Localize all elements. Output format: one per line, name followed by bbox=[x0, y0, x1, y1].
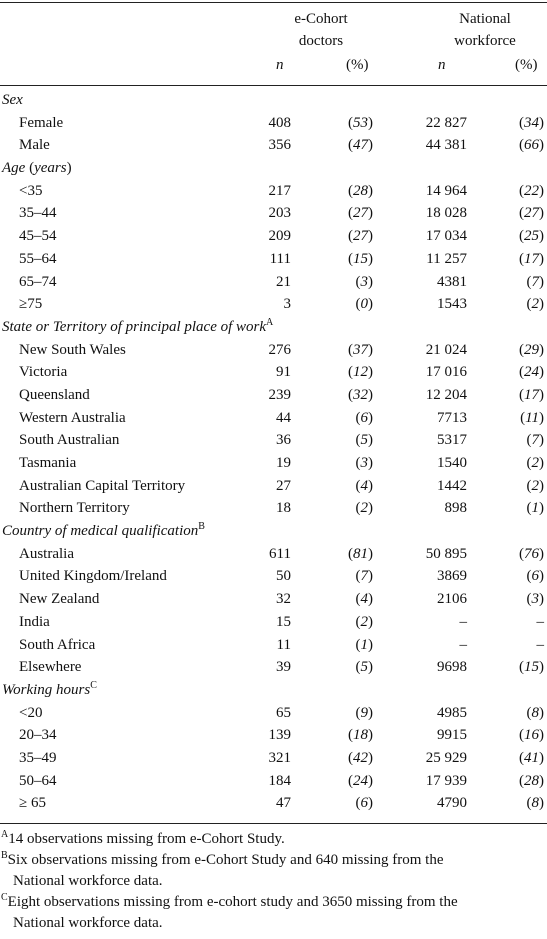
national-pct: (22) bbox=[519, 182, 544, 199]
row-label: 35–44 bbox=[19, 205, 57, 222]
table-row bbox=[0, 656, 547, 679]
table-row bbox=[0, 407, 547, 430]
ecohort-n: 3 bbox=[283, 296, 291, 313]
national-n: 9915 bbox=[437, 727, 467, 744]
national-pct: (2) bbox=[526, 455, 544, 471]
ecohort-pct: (15) bbox=[348, 250, 373, 267]
table-row bbox=[0, 611, 547, 634]
ecohort-n: 111 bbox=[269, 250, 291, 267]
national-pct: (8) bbox=[526, 795, 544, 812]
ecohort-n: 65 bbox=[276, 704, 291, 721]
footnote-mark: C bbox=[1, 892, 8, 903]
national-pct bbox=[537, 611, 545, 634]
national-pct bbox=[537, 634, 545, 657]
national-pct: (76) bbox=[519, 545, 544, 562]
national-n: 11 257 bbox=[426, 250, 467, 267]
national-pct-value: 16 bbox=[524, 727, 539, 744]
ecohort-pct: (3) bbox=[355, 273, 373, 290]
national-pct-value: 6 bbox=[531, 568, 539, 585]
ecohort-n: 356 bbox=[268, 137, 291, 154]
ecohort-pct: (4) bbox=[355, 477, 373, 494]
national-n: 4985 bbox=[437, 704, 467, 721]
bottom-rule bbox=[0, 823, 547, 824]
national-n: 1540 bbox=[437, 455, 467, 471]
row-label: Northern Territory bbox=[19, 500, 130, 517]
national-n: 17 016 bbox=[425, 364, 467, 381]
ecohort-n: 321 bbox=[268, 749, 291, 766]
table-row bbox=[0, 724, 547, 747]
ecohort-pct-value: 28 bbox=[353, 182, 368, 199]
ecohort-pct-value: 32 bbox=[353, 386, 368, 403]
row-label: South Australian bbox=[19, 432, 120, 449]
ecohort-pct-value: 1 bbox=[360, 636, 368, 653]
national-pct: (41) bbox=[519, 749, 544, 766]
header-ecohort bbox=[266, 8, 376, 52]
table-row bbox=[0, 770, 547, 793]
ecohort-n: 11 bbox=[276, 636, 291, 653]
national-pct-value: 17 bbox=[524, 386, 539, 403]
row-label: New South Wales bbox=[19, 341, 126, 358]
ecohort-pct: (47) bbox=[348, 137, 373, 154]
ecohort-pct-value: 3 bbox=[360, 273, 368, 290]
footnotes bbox=[2, 829, 542, 934]
table-row bbox=[0, 634, 547, 657]
national-n: 44 381 bbox=[425, 137, 467, 154]
row-label: 45–54 bbox=[19, 228, 57, 245]
ecohort-pct: (3) bbox=[355, 455, 373, 471]
national-pct-value: 11 bbox=[525, 409, 539, 426]
national-pct: (2) bbox=[526, 477, 544, 494]
row-label: India bbox=[19, 613, 50, 630]
national-pct: (15) bbox=[519, 659, 544, 676]
section-title bbox=[0, 679, 547, 702]
row-label: Queensland bbox=[19, 386, 90, 403]
table-row bbox=[0, 293, 547, 316]
footnote-continuation: National workforce data. bbox=[13, 873, 163, 889]
national-n: 3869 bbox=[437, 568, 467, 585]
table-row bbox=[0, 361, 547, 384]
ecohort-pct: (2) bbox=[355, 613, 373, 630]
ecohort-pct-value: 0 bbox=[360, 296, 368, 313]
national-n: – bbox=[459, 613, 467, 630]
ecohort-pct-value: 24 bbox=[353, 772, 368, 789]
national-n: 50 895 bbox=[425, 545, 467, 562]
footnote-mark: A bbox=[1, 829, 9, 840]
ecohort-n: 19 bbox=[276, 455, 291, 471]
ecohort-n: 139 bbox=[268, 727, 291, 744]
table-row bbox=[0, 180, 547, 203]
national-pct: (27) bbox=[519, 205, 544, 222]
row-label: 55–64 bbox=[19, 250, 57, 267]
row-label: Tasmania bbox=[19, 455, 77, 471]
national-pct: (7) bbox=[526, 432, 544, 449]
section-title bbox=[0, 316, 547, 339]
ecohort-pct-value: 4 bbox=[360, 591, 368, 608]
national-n: 898 bbox=[444, 500, 467, 517]
national-pct: (24) bbox=[519, 364, 544, 381]
national-pct-value: 66 bbox=[524, 137, 539, 154]
national-pct-value: 1 bbox=[531, 500, 539, 517]
ecohort-pct: (27) bbox=[348, 205, 373, 222]
ecohort-n: 21 bbox=[276, 273, 291, 290]
footnote bbox=[2, 850, 542, 871]
table-row bbox=[0, 384, 547, 407]
national-pct-value: 34 bbox=[524, 114, 539, 131]
national-pct-value: 76 bbox=[524, 545, 539, 562]
national-n: 4381 bbox=[437, 273, 467, 290]
row-label: <35 bbox=[19, 182, 43, 199]
table-row bbox=[0, 134, 547, 157]
header-ecohort-line2: doctors bbox=[298, 33, 344, 49]
ecohort-pct: (81) bbox=[348, 545, 373, 562]
row-label: New Zealand bbox=[19, 591, 100, 608]
ecohort-n: 32 bbox=[276, 591, 291, 608]
ecohort-n: 184 bbox=[268, 772, 291, 789]
national-n: 18 028 bbox=[425, 205, 467, 222]
national-n: 1442 bbox=[437, 477, 467, 494]
row-label: Western Australia bbox=[19, 409, 126, 426]
footnote-marker: C bbox=[90, 679, 97, 691]
national-n: 17 034 bbox=[425, 228, 467, 245]
table-row bbox=[0, 271, 547, 294]
section-title-text: Age bbox=[2, 160, 26, 177]
national-n: 7713 bbox=[437, 409, 467, 426]
ecohort-pct: (1) bbox=[355, 636, 373, 653]
national-pct: (16) bbox=[519, 727, 544, 744]
section-title-open: ( bbox=[25, 160, 35, 177]
ecohort-pct: (6) bbox=[355, 795, 373, 812]
footnote-mark: B bbox=[1, 850, 8, 861]
ecohort-n: 611 bbox=[269, 545, 291, 562]
section-title bbox=[0, 520, 547, 543]
header-national bbox=[430, 8, 540, 52]
ecohort-pct-value: 3 bbox=[360, 455, 368, 471]
row-label: ≥ 65 bbox=[19, 795, 46, 812]
national-pct-value: 29 bbox=[524, 341, 539, 358]
ecohort-pct-value: 18 bbox=[353, 727, 368, 744]
ecohort-pct: (7) bbox=[355, 568, 373, 585]
ecohort-pct: (27) bbox=[348, 228, 373, 245]
national-pct-value: 15 bbox=[524, 659, 539, 676]
national-pct: (66) bbox=[519, 137, 544, 154]
national-n: 2106 bbox=[437, 591, 467, 608]
ecohort-pct: (4) bbox=[355, 591, 373, 608]
table-row bbox=[0, 497, 547, 520]
national-n: 12 204 bbox=[425, 386, 467, 403]
national-pct-value: 25 bbox=[524, 228, 539, 245]
table-row bbox=[0, 339, 547, 362]
national-pct: (29) bbox=[519, 341, 544, 358]
row-label: Australian Capital Territory bbox=[19, 477, 186, 494]
national-pct: (6) bbox=[526, 568, 544, 585]
ecohort-pct-value: 2 bbox=[360, 613, 368, 630]
top-rule bbox=[0, 2, 547, 3]
national-pct-value: – bbox=[536, 613, 544, 630]
footnote-text: 14 observations missing from e-Cohort Study. bbox=[8, 831, 285, 847]
section-title-close: ) bbox=[66, 160, 72, 177]
ecohort-n: 209 bbox=[268, 228, 291, 245]
section-title-text: State or Territory of principal place of work bbox=[2, 318, 267, 335]
national-pct-value: 2 bbox=[531, 477, 539, 494]
national-pct: (17) bbox=[519, 386, 544, 403]
table-row bbox=[0, 202, 547, 225]
ecohort-pct: (28) bbox=[348, 182, 373, 199]
footnote-marker: A bbox=[266, 316, 274, 328]
row-label: Female bbox=[19, 114, 64, 131]
ecohort-n: 27 bbox=[276, 477, 291, 494]
national-n: – bbox=[459, 636, 467, 653]
table-row bbox=[0, 225, 547, 248]
header-n-national: n bbox=[438, 57, 446, 73]
national-n: 21 024 bbox=[425, 341, 467, 358]
national-pct: (7) bbox=[526, 273, 544, 290]
national-pct: (17) bbox=[519, 250, 544, 267]
national-pct-value: 41 bbox=[524, 749, 539, 766]
row-label: 35–49 bbox=[19, 749, 57, 766]
ecohort-pct-value: 2 bbox=[360, 500, 368, 517]
ecohort-pct: (12) bbox=[348, 364, 373, 381]
national-pct-value: 2 bbox=[531, 296, 539, 313]
national-n: 5317 bbox=[437, 432, 467, 449]
ecohort-pct-value: 12 bbox=[353, 364, 368, 381]
national-pct-value: 24 bbox=[524, 364, 539, 381]
ecohort-n: 91 bbox=[276, 364, 291, 381]
footnote bbox=[2, 829, 542, 850]
ecohort-pct-value: 7 bbox=[360, 568, 368, 585]
row-label: 65–74 bbox=[19, 273, 57, 290]
ecohort-pct: (5) bbox=[355, 659, 373, 676]
ecohort-pct-value: 47 bbox=[353, 137, 368, 154]
national-pct-value: – bbox=[536, 636, 544, 653]
table-body bbox=[0, 89, 547, 815]
section-title-text: Sex bbox=[2, 92, 23, 108]
ecohort-pct: (53) bbox=[348, 114, 373, 131]
row-label: <20 bbox=[19, 704, 43, 721]
ecohort-n: 217 bbox=[268, 182, 291, 199]
ecohort-pct: (32) bbox=[348, 386, 373, 403]
ecohort-pct-value: 27 bbox=[353, 228, 368, 245]
row-label: ≥75 bbox=[19, 296, 43, 313]
ecohort-n: 276 bbox=[268, 341, 291, 358]
ecohort-pct-value: 42 bbox=[353, 749, 368, 766]
national-pct-value: 8 bbox=[531, 704, 539, 721]
ecohort-pct-value: 15 bbox=[353, 250, 368, 267]
ecohort-pct-value: 6 bbox=[360, 409, 368, 426]
footnote-marker: B bbox=[198, 521, 205, 533]
national-pct: (34) bbox=[519, 114, 544, 131]
section-title-text: Country of medical qualification bbox=[2, 523, 199, 540]
national-pct-value: 17 bbox=[524, 250, 539, 267]
ecohort-pct-value: 5 bbox=[360, 432, 368, 449]
table-row bbox=[0, 248, 547, 271]
ecohort-pct: (37) bbox=[348, 341, 373, 358]
ecohort-n: 39 bbox=[276, 659, 291, 676]
ecohort-n: 203 bbox=[268, 205, 291, 222]
national-pct: (2) bbox=[526, 296, 544, 313]
ecohort-n: 44 bbox=[276, 409, 291, 426]
national-pct-value: 8 bbox=[531, 795, 539, 812]
header-pct-national: (%) bbox=[515, 57, 538, 73]
national-pct: (1) bbox=[526, 500, 544, 517]
table-row bbox=[0, 792, 547, 815]
ecohort-pct: (42) bbox=[348, 749, 373, 766]
national-pct-value: 2 bbox=[531, 455, 539, 471]
ecohort-n: 408 bbox=[268, 114, 291, 131]
national-pct-value: 7 bbox=[531, 273, 539, 290]
national-pct: (11) bbox=[520, 409, 544, 426]
national-pct-value: 28 bbox=[524, 772, 539, 789]
row-label: Elsewhere bbox=[19, 659, 82, 676]
table-row bbox=[0, 452, 547, 475]
section-title-unit: years bbox=[34, 160, 67, 177]
national-pct: (25) bbox=[519, 228, 544, 245]
ecohort-pct-value: 81 bbox=[353, 545, 368, 562]
table-row bbox=[0, 543, 547, 566]
national-n: 1543 bbox=[437, 296, 467, 313]
national-n: 14 964 bbox=[425, 182, 467, 199]
header-national-line2: workforce bbox=[454, 33, 516, 49]
ecohort-pct: (2) bbox=[355, 500, 373, 517]
national-n: 25 929 bbox=[425, 749, 467, 766]
national-pct: (28) bbox=[519, 772, 544, 789]
ecohort-pct-value: 9 bbox=[360, 704, 368, 721]
ecohort-pct: (6) bbox=[355, 409, 373, 426]
row-label: Victoria bbox=[19, 364, 68, 381]
ecohort-n: 50 bbox=[276, 568, 291, 585]
header-rule bbox=[0, 85, 547, 86]
row-label: 50–64 bbox=[19, 772, 57, 789]
header-ecohort-line1: e-Cohort bbox=[294, 11, 348, 27]
table-row bbox=[0, 475, 547, 498]
ecohort-pct: (24) bbox=[348, 772, 373, 789]
footnote-text: Eight observations missing from e-cohort study and 3650 missing from the bbox=[7, 894, 458, 910]
national-pct-value: 3 bbox=[531, 591, 539, 608]
ecohort-pct-value: 4 bbox=[360, 477, 368, 494]
header-pct-ecohort: (%) bbox=[346, 57, 369, 73]
ecohort-n: 15 bbox=[276, 613, 291, 630]
header-national-line1: National bbox=[459, 11, 511, 27]
ecohort-pct-value: 37 bbox=[353, 341, 368, 358]
row-label: Australia bbox=[19, 545, 74, 562]
section-title-text: Working hours bbox=[2, 681, 91, 698]
ecohort-pct: (9) bbox=[355, 704, 373, 721]
section-title bbox=[0, 89, 547, 112]
ecohort-n: 47 bbox=[276, 795, 291, 812]
national-pct-value: 22 bbox=[524, 182, 539, 199]
table-row bbox=[0, 429, 547, 452]
national-pct: (3) bbox=[526, 591, 544, 608]
ecohort-pct-value: 5 bbox=[360, 659, 368, 676]
ecohort-n: 18 bbox=[276, 500, 291, 517]
national-n: 4790 bbox=[437, 795, 467, 812]
national-n: 22 827 bbox=[425, 114, 467, 131]
ecohort-pct: (0) bbox=[355, 296, 373, 313]
national-pct-value: 27 bbox=[524, 205, 539, 222]
row-label: 20–34 bbox=[19, 727, 57, 744]
national-n: 17 939 bbox=[425, 772, 467, 789]
row-label: South Africa bbox=[19, 636, 96, 653]
ecohort-pct-value: 53 bbox=[353, 114, 368, 131]
table-row bbox=[0, 565, 547, 588]
header-n-ecohort: n bbox=[276, 57, 284, 73]
row-label: Male bbox=[19, 137, 50, 154]
ecohort-pct-value: 27 bbox=[353, 205, 368, 222]
table-row bbox=[0, 112, 547, 135]
row-label: United Kingdom/Ireland bbox=[19, 568, 167, 585]
ecohort-n: 36 bbox=[276, 432, 291, 449]
ecohort-pct: (5) bbox=[355, 432, 373, 449]
footnote bbox=[2, 892, 542, 913]
ecohort-pct-value: 6 bbox=[360, 795, 368, 812]
national-pct-value: 7 bbox=[531, 432, 539, 449]
ecohort-pct: (18) bbox=[348, 727, 373, 744]
table-row bbox=[0, 588, 547, 611]
national-n: 9698 bbox=[437, 659, 467, 676]
table-row bbox=[0, 702, 547, 725]
table-row bbox=[0, 747, 547, 770]
national-pct: (8) bbox=[526, 704, 544, 721]
footnote-text: Six observations missing from e-Cohort Study and 640 missing from the bbox=[7, 852, 444, 868]
section-title bbox=[0, 157, 547, 180]
footnote-continuation: National workforce data. bbox=[13, 915, 163, 931]
ecohort-n: 239 bbox=[268, 386, 291, 403]
